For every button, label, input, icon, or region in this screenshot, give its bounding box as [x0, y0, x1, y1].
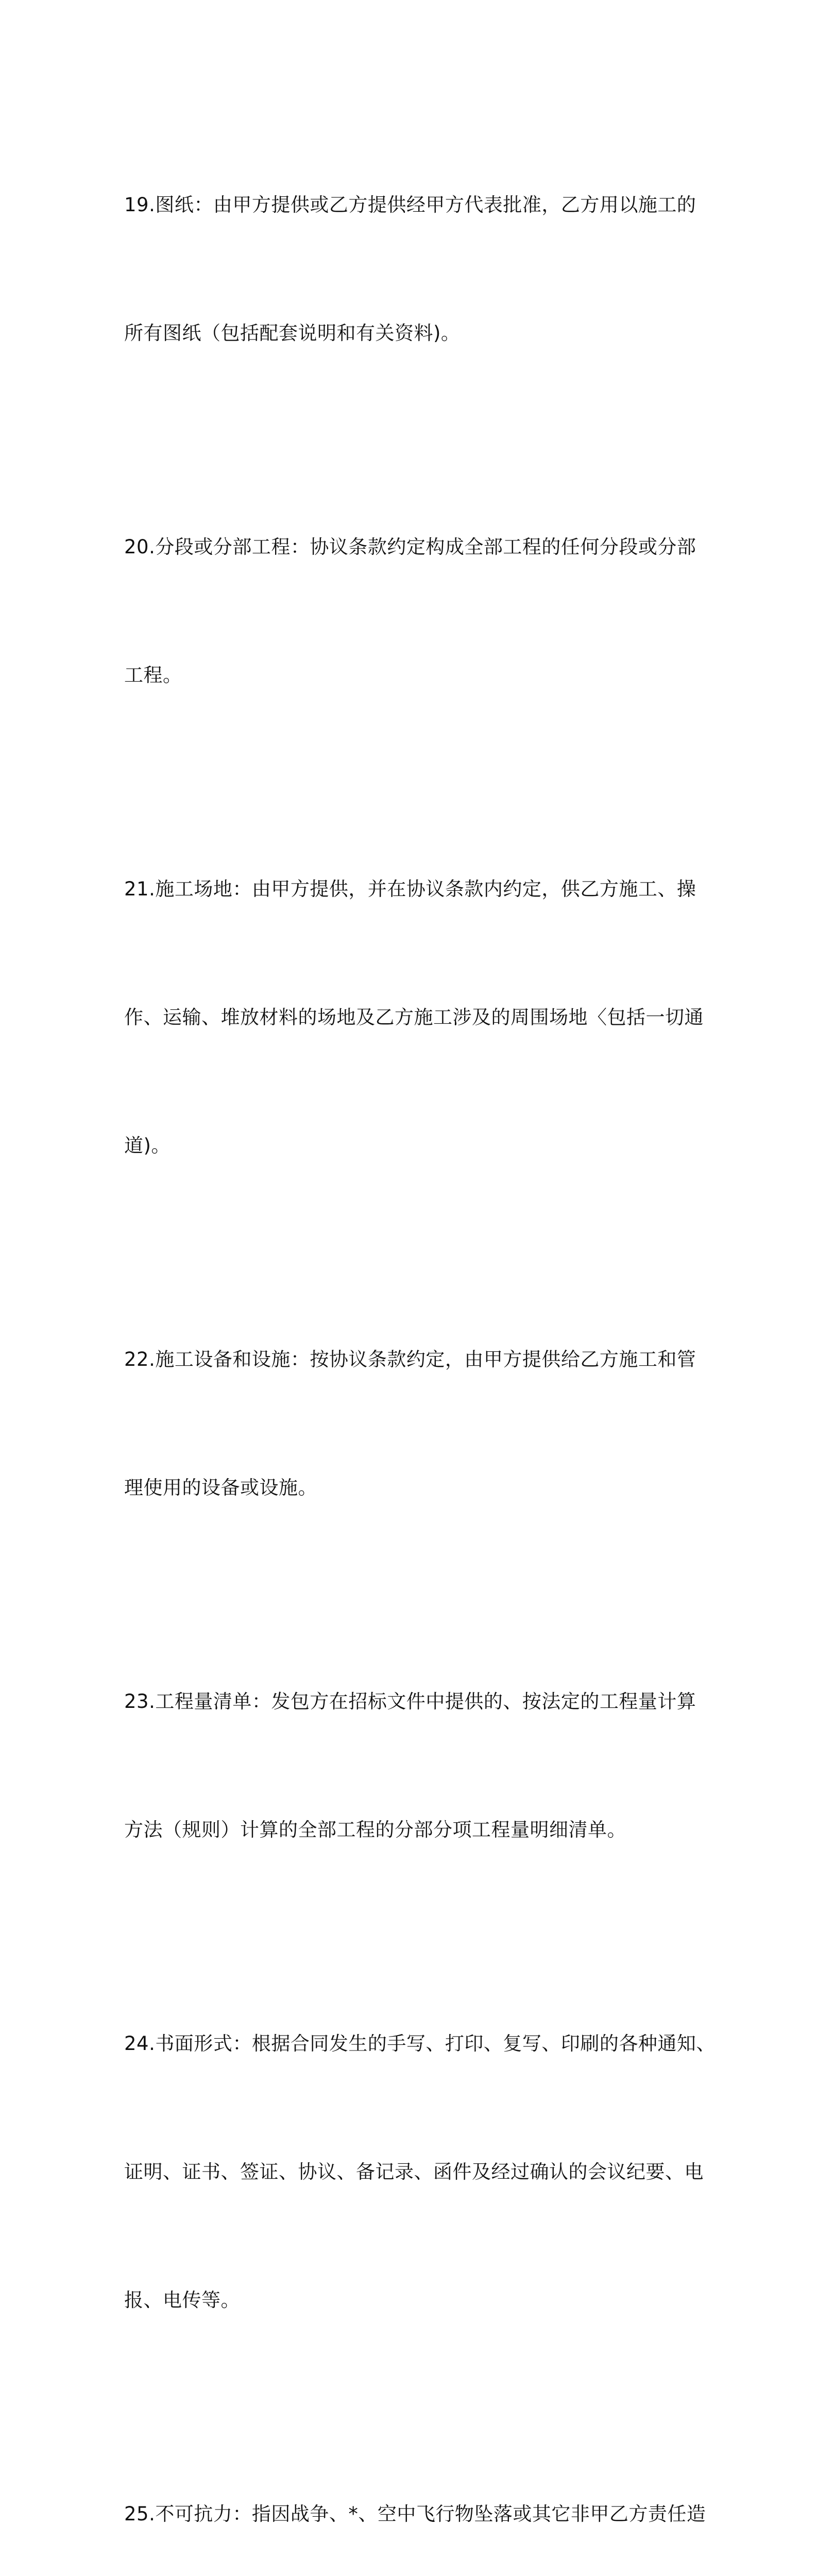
text-line: 21.施工场地：由甲方提供，并在协议条款内约定，供乙方施工、操 — [124, 878, 696, 900]
text-line: 作、运输、堆放材料的场地及乙方施工涉及的周围场地〈包括一切通 — [124, 1006, 704, 1028]
clause-25 — [124, 2407, 706, 2576]
clause-19 — [124, 98, 701, 440]
clause-20 — [124, 440, 701, 782]
text-line: 理使用的设备或设施。 — [124, 1477, 317, 1499]
text-line: 19.图纸：由甲方提供或乙方提供经甲方代表批准，乙方用以施工的 — [124, 194, 696, 216]
text-line: 证明、证书、签证、协议、备记录、函件及经过确认的会议纪要、电 — [124, 2161, 704, 2183]
clause-21 — [124, 782, 704, 1252]
text-line: 25.不可抗力：指因战争、*、空中飞行物坠落或其它非甲乙方责任造 — [124, 2503, 706, 2525]
text-line: 道)。 — [124, 1134, 171, 1157]
clause-23 — [124, 1595, 701, 1937]
text-line: 22.施工设备和设施：按协议条款约定，由甲方提供给乙方施工和管 — [124, 1348, 696, 1370]
text-line: 报、电传等。 — [124, 2289, 240, 2311]
clause-24 — [124, 1937, 716, 2407]
text-line: 24.书面形式：根据合同发生的手写、打印、复写、印刷的各种通知、 — [124, 2032, 716, 2055]
text-line: 方法（规则）计算的全部工程的分部分项工程量明细清单。 — [124, 1819, 626, 1841]
text-line: 23.工程量清单：发包方在招标文件中提供的、按法定的工程量计算 — [124, 1690, 696, 1713]
clause-22 — [124, 1252, 701, 1595]
text-line: 所有图纸（包括配套说明和有关资料)。 — [124, 322, 461, 344]
text-line: 工程。 — [124, 664, 182, 686]
document-body — [124, 98, 716, 2576]
text-line: 20.分段或分部工程：协议条款约定构成全部工程的任何分段或分部 — [124, 536, 696, 558]
